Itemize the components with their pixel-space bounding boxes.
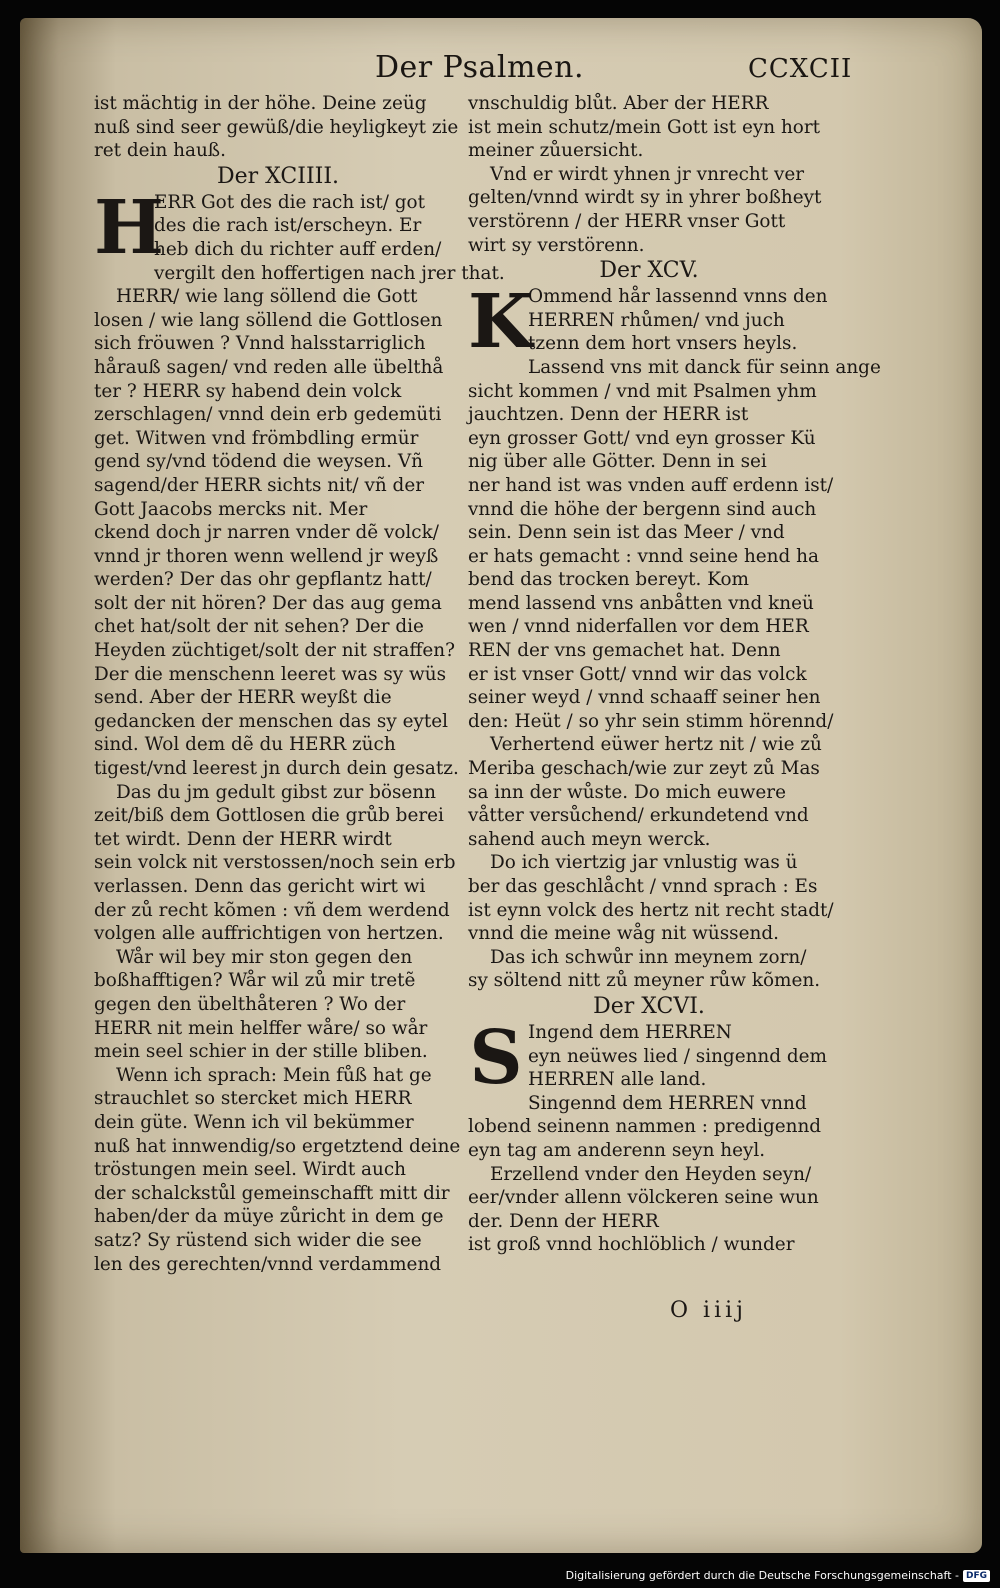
text-line: vnnd jr thoren wenn wellend jr weyß bbox=[94, 545, 439, 567]
text-line: mein seel schier in der stille bliben. bbox=[94, 1041, 428, 1063]
text-line: sy söltend nitt zů meyner růw kõmen. bbox=[468, 970, 821, 992]
text-line: jauchtzen. Denn der HERR ist bbox=[468, 404, 749, 426]
footer-credit: Digitalisierung gefördert durch die Deutsche Forschungsgemeinschaft - bbox=[565, 1569, 959, 1582]
text-line: Wår wil bey mir ston gegen den bbox=[116, 946, 413, 968]
drop-cap: K bbox=[468, 279, 533, 366]
digitization-footer bbox=[566, 1569, 990, 1582]
text-line: wen / vnnd niderfallen vor dem HER bbox=[468, 616, 809, 638]
text-line: tigest/vnd leerest jn durch dein gesatz. bbox=[94, 758, 459, 780]
text-line: solt der nit hören? Der das aug gema bbox=[94, 592, 442, 614]
page-header bbox=[0, 50, 1000, 90]
text-line: gend sy/vnd tödend die weysen. Vñ bbox=[94, 451, 423, 473]
text-line: vnnd die meine wåg nit wüssend. bbox=[468, 923, 779, 945]
text-line: wirt sy verstörenn. bbox=[468, 234, 645, 256]
text-line: Do ich viertzig jar vnlustig was ü bbox=[490, 852, 798, 874]
text-line: hårauß sagen/ vnd reden alle übelthå bbox=[94, 356, 444, 378]
text-line: er ist vnser Gott/ vnnd wir das volck bbox=[468, 663, 807, 685]
text-line: ist mächtig in der höhe. Deine zeüg bbox=[94, 93, 427, 114]
text-line: tet wirdt. Denn der HERR wirdt bbox=[94, 828, 392, 850]
text-line: der. Denn der HERR bbox=[468, 1210, 659, 1232]
text-line: vnschuldig blůt. Aber der HERR bbox=[468, 93, 769, 114]
text-line: våtter versůchend/ erkundetend vnd bbox=[468, 805, 809, 827]
drop-cap-block bbox=[94, 184, 462, 271]
text-line: vnnd die höhe der bergenn sind auch bbox=[468, 498, 817, 520]
dfg-logo: DFG bbox=[963, 1570, 990, 1582]
text-line: Der die menschenn leeret was sy wüs bbox=[94, 663, 447, 685]
text-line: satz? Sy rüstend sich wider die see bbox=[94, 1229, 422, 1251]
text-line: nuß sind seer gewüß/die heyligkeyt zie bbox=[94, 116, 459, 138]
text-line: eyn neüwes lied / singennd dem bbox=[528, 1045, 827, 1067]
text-line: werden? Der das ohr gepflantz hatt/ bbox=[94, 569, 432, 591]
text-line: ist groß vnnd hochlöblich / wunder bbox=[468, 1234, 795, 1256]
psalm-heading: Der XCV. bbox=[599, 258, 699, 284]
text-line: HERR/ wie lang söllend die Gott bbox=[116, 286, 418, 308]
text-line: Lassend vns mit danck für seinn ange bbox=[528, 356, 881, 378]
text-line: sein. Denn sein ist das Meer / vnd bbox=[468, 522, 785, 544]
drop-cap: H bbox=[94, 184, 164, 271]
drop-cap-block bbox=[468, 279, 830, 366]
text-line: HERREN rhůmen/ vnd juch bbox=[528, 309, 785, 331]
text-line: gelten/vnnd wirdt sy in yhrer boßheyt bbox=[468, 187, 822, 209]
text-line: sagend/der HERR sichts nit/ vñ der bbox=[94, 474, 424, 496]
psalm-heading: Der XCVI. bbox=[593, 993, 705, 1019]
text-line: Das du jm gedult gibst zur bösenn bbox=[116, 781, 436, 803]
text-line: Ommend hår lassennd vnns den bbox=[528, 286, 828, 308]
text-line: gedancken der menschen das sy eytel bbox=[94, 710, 448, 732]
text-line: Vnd er wirdt yhnen jr vnrecht ver bbox=[490, 163, 805, 185]
text-line: HERR nit mein helffer wåre/ so wår bbox=[94, 1017, 428, 1039]
text-line: gegen den übelthåteren ? Wo der bbox=[94, 993, 406, 1015]
text-line: sind. Wol dem dẽ du HERR züch bbox=[94, 734, 396, 756]
text-line: tzenn dem hort vnsers heyls. bbox=[528, 333, 798, 355]
text-line: Das ich schwůr inn meynem zorn/ bbox=[490, 946, 807, 968]
right-column bbox=[468, 92, 881, 1257]
text-line: ERR Got des die rach ist/ got bbox=[154, 191, 426, 213]
psalm-heading: Der XCIIII. bbox=[216, 163, 340, 189]
text-line: mend lassend vns anbåtten vnd kneü bbox=[468, 592, 814, 614]
text-line: seiner weyd / vnnd schaaff seiner hen bbox=[468, 687, 821, 709]
text-line: ber das geschlåcht / vnnd sprach : Es bbox=[468, 876, 818, 897]
text-line: des die rach ist/erscheyn. Er bbox=[154, 215, 422, 237]
text-line: nig über alle Götter. Denn in sei bbox=[468, 451, 767, 473]
text-line: eyn tag am anderenn seyn heyl. bbox=[468, 1139, 766, 1161]
text-line: Ingend dem HERREN bbox=[528, 1021, 732, 1043]
text-line: heb dich du richter auff erden/ bbox=[154, 238, 442, 260]
text-line: ner hand ist was vnden auff erdenn ist/ bbox=[468, 474, 834, 496]
text-line: sa inn der wůste. Do mich euwere bbox=[468, 781, 786, 803]
left-column bbox=[94, 92, 505, 1276]
text-line: der schalckstůl gemeinschafft mitt dir bbox=[94, 1182, 450, 1204]
text-line: eer/vnder allenn völckeren seine wun bbox=[468, 1187, 819, 1209]
text-line: bend das trocken bereyt. Kom bbox=[468, 569, 749, 591]
text-line: Heyden züchtiget/solt der nit straffen? bbox=[94, 640, 455, 662]
text-line: strauchlet so stercket mich HERR bbox=[94, 1088, 412, 1110]
text-line: sich fröuwen ? Vnnd halsstarriglich bbox=[94, 333, 426, 355]
text-line: Verhertend eüwer hertz nit / wie zů bbox=[490, 734, 822, 756]
text-line: ist eynn volck des hertz nit recht stadt/ bbox=[468, 899, 834, 921]
text-line: ckend doch jr narren vnder dẽ volck/ bbox=[94, 522, 439, 544]
text-line: ist mein schutz/mein Gott ist eyn hort bbox=[468, 116, 821, 138]
text-line: meiner zůuersicht. bbox=[468, 140, 644, 162]
text-line: chet hat/solt der nit sehen? Der die bbox=[94, 616, 424, 638]
text-line: len des gerechten/vnnd verdammend bbox=[94, 1253, 442, 1275]
text-line: sein volck nit verstossen/noch sein erb bbox=[94, 852, 456, 874]
text-line: zeit/biß dem Gottlosen die grůb berei bbox=[94, 805, 444, 827]
text-line: Singennd dem HERREN vnnd bbox=[528, 1092, 807, 1114]
signature-mark: O iiij bbox=[670, 1298, 747, 1323]
text-line: verlassen. Denn das gericht wirt wi bbox=[94, 876, 426, 897]
folio-number: CCXCII bbox=[748, 54, 853, 84]
text-line: Meriba geschach/wie zur zeyt zů Mas bbox=[468, 758, 820, 780]
text-line: boßhafftigen? Wår wil zů mir tretẽ bbox=[94, 970, 416, 992]
text-line: verstörenn / der HERR vnser Gott bbox=[468, 210, 786, 232]
text-line: tröstungen mein seel. Wirdt auch bbox=[94, 1159, 407, 1181]
text-line: losen / wie lang söllend die Gottlosen bbox=[94, 309, 443, 331]
text-line: volgen alle auffrichtigen von hertzen. bbox=[94, 923, 444, 945]
text-line: den: Heüt / so yhr sein stimm hörennd/ bbox=[468, 710, 834, 732]
drop-cap: S bbox=[469, 1014, 523, 1101]
text-line: haben/der da müye zůricht in dem ge bbox=[94, 1206, 444, 1228]
text-line: REN der vns gemachet hat. Denn bbox=[468, 640, 781, 662]
text-line: dein güte. Wenn ich vil bekümmer bbox=[94, 1111, 414, 1133]
text-line: Wenn ich sprach: Mein fůß hat ge bbox=[116, 1064, 432, 1086]
text-line: ter ? HERR sy habend dein volck bbox=[94, 380, 402, 402]
text-line: sahend auch meyn werck. bbox=[468, 828, 711, 850]
text-line: send. Aber der HERR weyßt die bbox=[94, 687, 392, 709]
text-line: vergilt den hoffertigen nach jrer that. bbox=[154, 262, 505, 284]
running-title: Der Psalmen. bbox=[375, 50, 584, 85]
text-line: sicht kommen / vnd mit Psalmen yhm bbox=[468, 380, 817, 402]
text-line: get. Witwen vnd frömbdling ermür bbox=[94, 427, 419, 449]
text-line: er hats gemacht : vnnd seine hend ha bbox=[468, 545, 819, 567]
text-line: ret dein hauß. bbox=[94, 140, 226, 162]
text-line: HERREN alle land. bbox=[528, 1069, 707, 1091]
drop-cap-block bbox=[468, 1014, 830, 1101]
text-line: Gott Jaacobs mercks nit. Mer bbox=[94, 498, 368, 520]
text-line: nuß hat innwendig/so ergetztend deine bbox=[94, 1135, 461, 1157]
text-line: eyn grosser Gott/ vnd eyn grosser Kü bbox=[468, 427, 816, 449]
text-line: zerschlagen/ vnnd dein erb gedemüti bbox=[94, 404, 442, 426]
text-line: der zů recht kõmen : vñ dem werdend bbox=[94, 899, 450, 921]
text-line: lobend seinenn nammen : predigennd bbox=[468, 1116, 822, 1138]
text-line: Erzellend vnder den Heyden seyn/ bbox=[490, 1163, 812, 1185]
